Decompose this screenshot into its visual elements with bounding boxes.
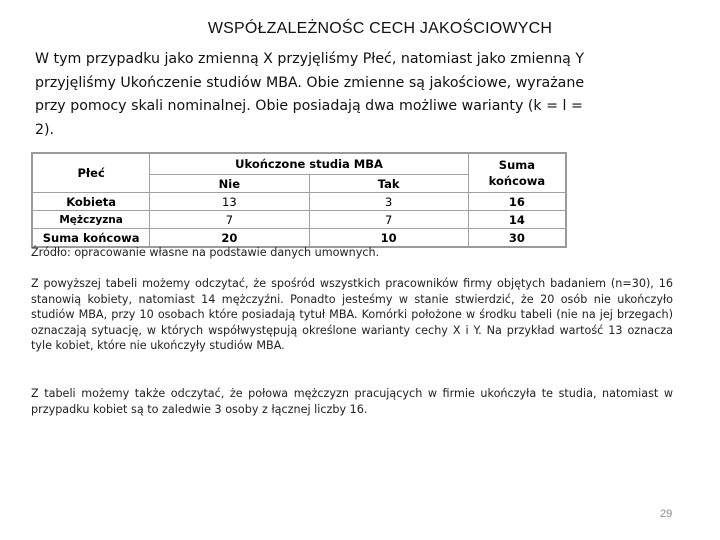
cell-kobieta-total: 16 (468, 193, 566, 211)
col-header-tak: Tak (309, 175, 468, 193)
source-note: Źródło: opracowanie własne na podstawie danych umownych. (31, 246, 380, 259)
col-header-nie: Nie (150, 175, 309, 193)
analysis-paragraph-2: Z tabeli możemy także odczytać, że połowa mężczyzn pracujących w firmie ukończyła te studia, natomiast w przypadku kobiet są to zaledwie 3 osoby z łącznej liczby 16. (31, 387, 673, 416)
total-header-cell (468, 153, 566, 193)
total-header-line2: końcowa (488, 174, 546, 188)
slide-title: WSPÓŁZALEŻNOŚC CECH JAKOŚCIOWYCH (207, 20, 553, 37)
cell-mezczyzna-nie: 7 (150, 211, 309, 229)
row-label-kobieta: Kobieta (32, 193, 150, 211)
analysis-paragraph-1: Z powyższej tabeli możemy odczytać, że spośród wszystkich pracowników firmy objętych badaniem (n=30), 16 stanowią kobiety, natomiast 14 mężczyźni. Ponadto jesteśmy w stanie stwierdzić, że 20 osób nie ukończyło studiów MBA, przy 10 osobach które posiadają tytuł MBA. Komórki położone w środku tabeli (nie na jej brzegach) oznaczają sytuację, w których współwystępują określone warianty cechy X i Y. Na przykład wartość 13 oznacza tyle kobiet, które nie ukończyły studiów MBA. (31, 277, 673, 352)
table-row (32, 193, 566, 211)
cell-suma-tak: 10 (309, 229, 468, 248)
row-label-mezczyzna: Mężczyzna (32, 211, 150, 229)
table-row (32, 211, 566, 229)
contingency-table (31, 152, 567, 248)
row-header-cell: Płeć (32, 153, 150, 193)
cell-suma-total: 30 (468, 229, 566, 248)
intro-paragraph: W tym przypadku jako zmienną X przyjęliśmy Płeć, natomiast jako zmienną Y przyjęliśmy Ukończenie studiów MBA. Obie zmienne są jakościowe, wyrażane przy pomocy skali nominalnej. Obie posiadają dwa możliwe warianty (k = l = 2). (35, 51, 585, 138)
cell-suma-nie: 20 (150, 229, 309, 248)
cell-mezczyzna-total: 14 (468, 211, 566, 229)
row-label-suma: Suma końcowa (32, 229, 150, 248)
page-number: 29 (660, 508, 673, 520)
cell-kobieta-nie: 13 (150, 193, 309, 211)
total-header-line1: Suma (498, 158, 536, 172)
cell-kobieta-tak: 3 (309, 193, 468, 211)
col-group-header-cell: Ukończone studia MBA (150, 153, 469, 175)
cell-mezczyzna-tak: 7 (309, 211, 468, 229)
